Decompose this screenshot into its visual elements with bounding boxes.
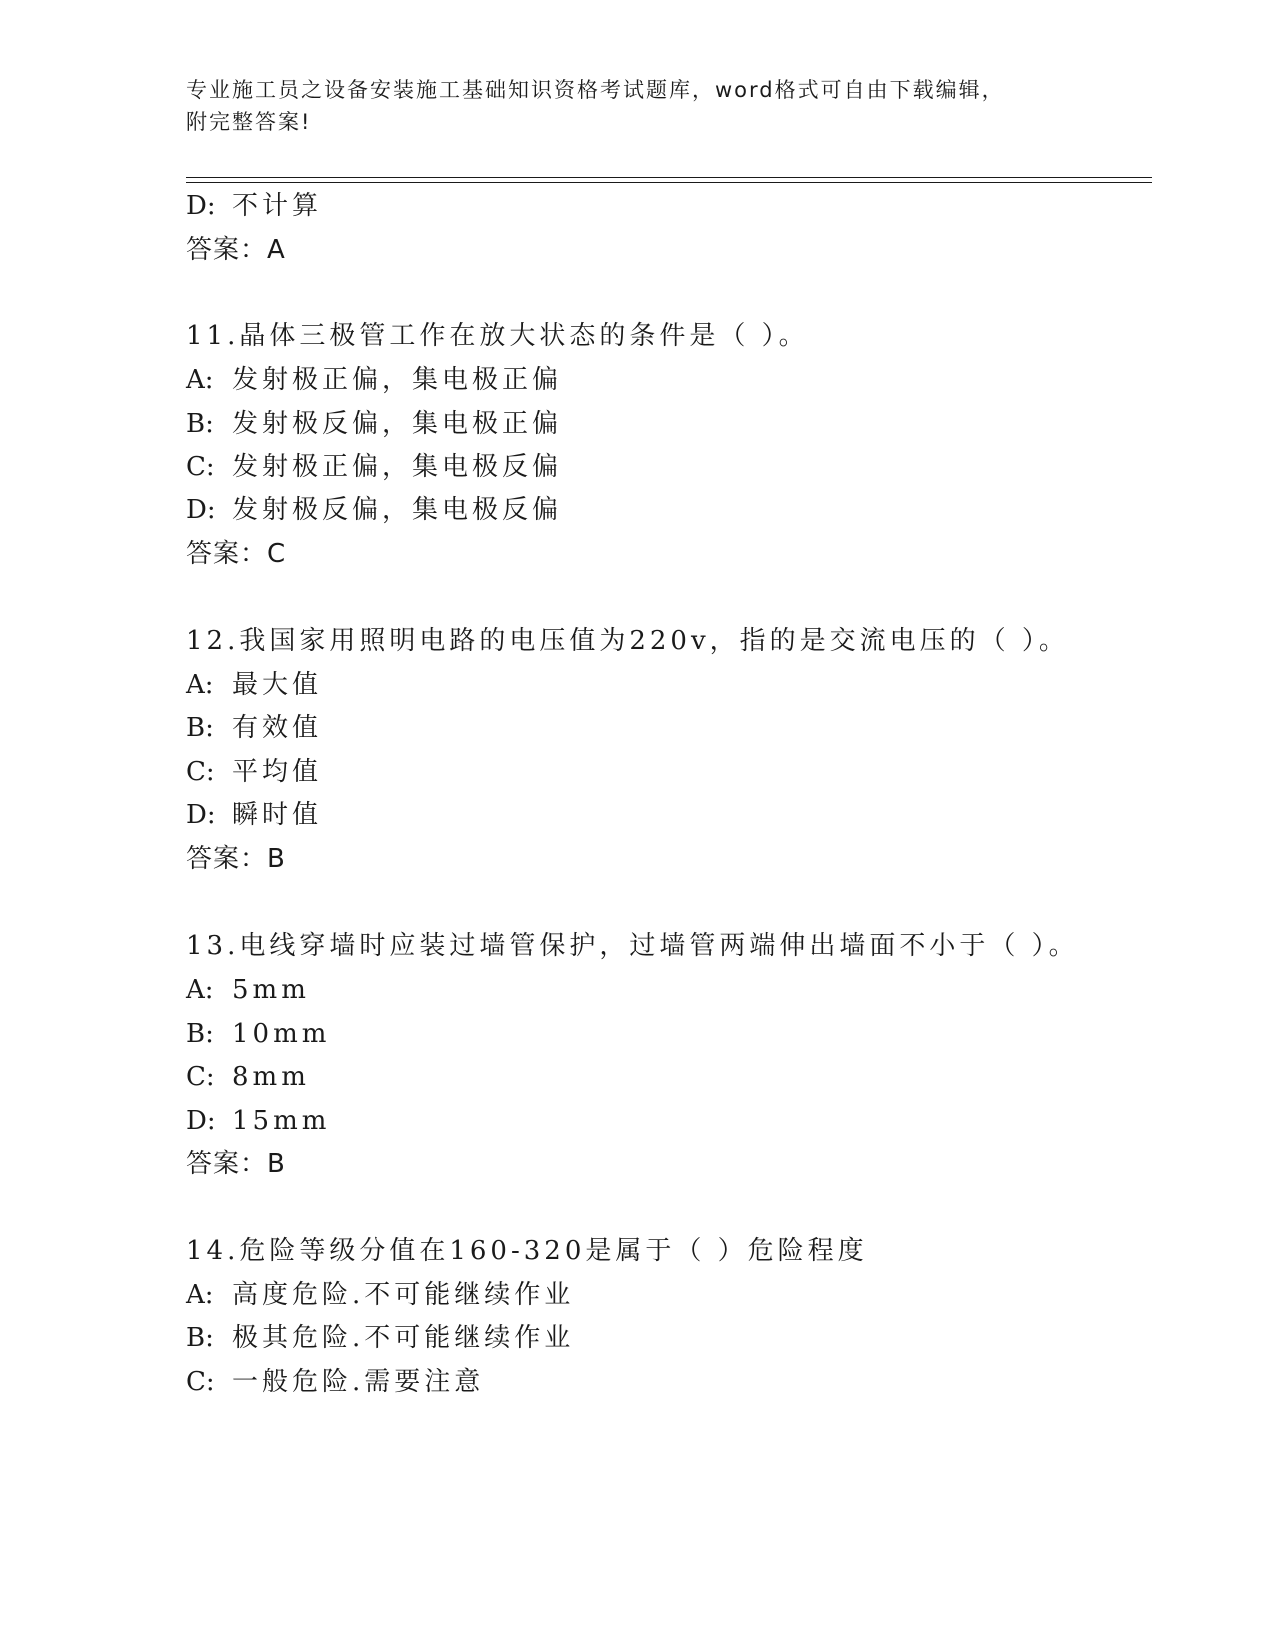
question-13-option-b <box>186 1018 330 1050</box>
option-text: 发射极反偏，集电极反偏 <box>232 495 563 525</box>
option-text: 15mm <box>232 1106 331 1136</box>
option-text: 发射极正偏，集电极反偏 <box>232 452 563 482</box>
option-letter: D: <box>186 1106 216 1136</box>
option-letter: C: <box>186 452 215 482</box>
question-14-option-c <box>186 1366 484 1398</box>
question-13-answer: 答案：B <box>186 1149 286 1179</box>
question-13-option-a <box>186 974 310 1006</box>
option-letter: B: <box>186 409 214 439</box>
option-letter: A: <box>186 670 214 700</box>
option-letter: D: <box>186 800 216 830</box>
option-text: 平均值 <box>232 757 323 787</box>
question-11-option-c <box>186 451 562 483</box>
option-letter: A: <box>186 1280 214 1310</box>
option-letter: B: <box>186 1019 214 1049</box>
option-text: 高度危险.不可能继续作业 <box>232 1280 575 1310</box>
question-14-option-a <box>186 1279 574 1311</box>
option-letter: B: <box>186 713 214 743</box>
question-12-option-a <box>186 669 322 701</box>
option-letter: C: <box>186 1062 215 1092</box>
question-12-stem: 12.我国家用照明电路的电压值为220v，指的是交流电压的（ ）。 <box>186 626 1069 656</box>
option-text: 8mm <box>232 1062 310 1092</box>
option-letter: D: <box>186 495 216 525</box>
option-text: 一般危险.需要注意 <box>232 1367 485 1397</box>
document-header <box>186 74 1086 138</box>
option-text: 发射极正偏，集电极正偏 <box>232 365 563 395</box>
option-letter: A: <box>186 365 214 395</box>
prev-option-d <box>186 190 322 222</box>
header-divider-top <box>186 177 1152 178</box>
question-12-option-b <box>186 712 322 744</box>
option-text: 最大值 <box>232 670 323 700</box>
question-12-answer: 答案：B <box>186 844 286 874</box>
option-text: 发射极反偏，集电极正偏 <box>232 409 563 439</box>
option-letter: D: <box>186 191 216 221</box>
question-11-option-b <box>186 408 562 440</box>
header-line-2: 附完整答案! <box>186 110 312 134</box>
question-11-answer: 答案：C <box>186 539 287 569</box>
option-text: 10mm <box>232 1019 331 1049</box>
question-14-option-b <box>186 1322 574 1354</box>
question-13-stem: 13.电线穿墙时应装过墙管保护，过墙管两端伸出墙面不小于（ ）。 <box>186 931 1079 961</box>
question-11-option-a <box>186 364 562 396</box>
question-12-option-d <box>186 799 322 831</box>
option-letter: C: <box>186 1367 215 1397</box>
option-text: 不计算 <box>232 191 323 221</box>
header-line-1: 专业施工员之设备安装施工基础知识资格考试题库，word格式可自由下载编辑， <box>186 78 1005 102</box>
option-text: 极其危险.不可能继续作业 <box>232 1323 575 1353</box>
question-12-option-c <box>186 756 322 788</box>
question-14-stem: 14.危险等级分值在160-320是属于（ ）危险程度 <box>186 1236 868 1266</box>
option-letter: B: <box>186 1323 214 1353</box>
question-11-option-d <box>186 494 562 526</box>
question-13-option-d <box>186 1105 330 1137</box>
question-11-stem: 11.晶体三极管工作在放大状态的条件是（ ）。 <box>186 321 809 351</box>
option-letter: C: <box>186 757 215 787</box>
option-letter: A: <box>186 975 214 1005</box>
option-text: 5mm <box>232 975 310 1005</box>
prev-answer: 答案：A <box>186 235 286 265</box>
question-13-option-c <box>186 1061 310 1093</box>
option-text: 有效值 <box>232 713 323 743</box>
header-divider-bottom <box>186 182 1152 183</box>
option-text: 瞬时值 <box>232 800 323 830</box>
